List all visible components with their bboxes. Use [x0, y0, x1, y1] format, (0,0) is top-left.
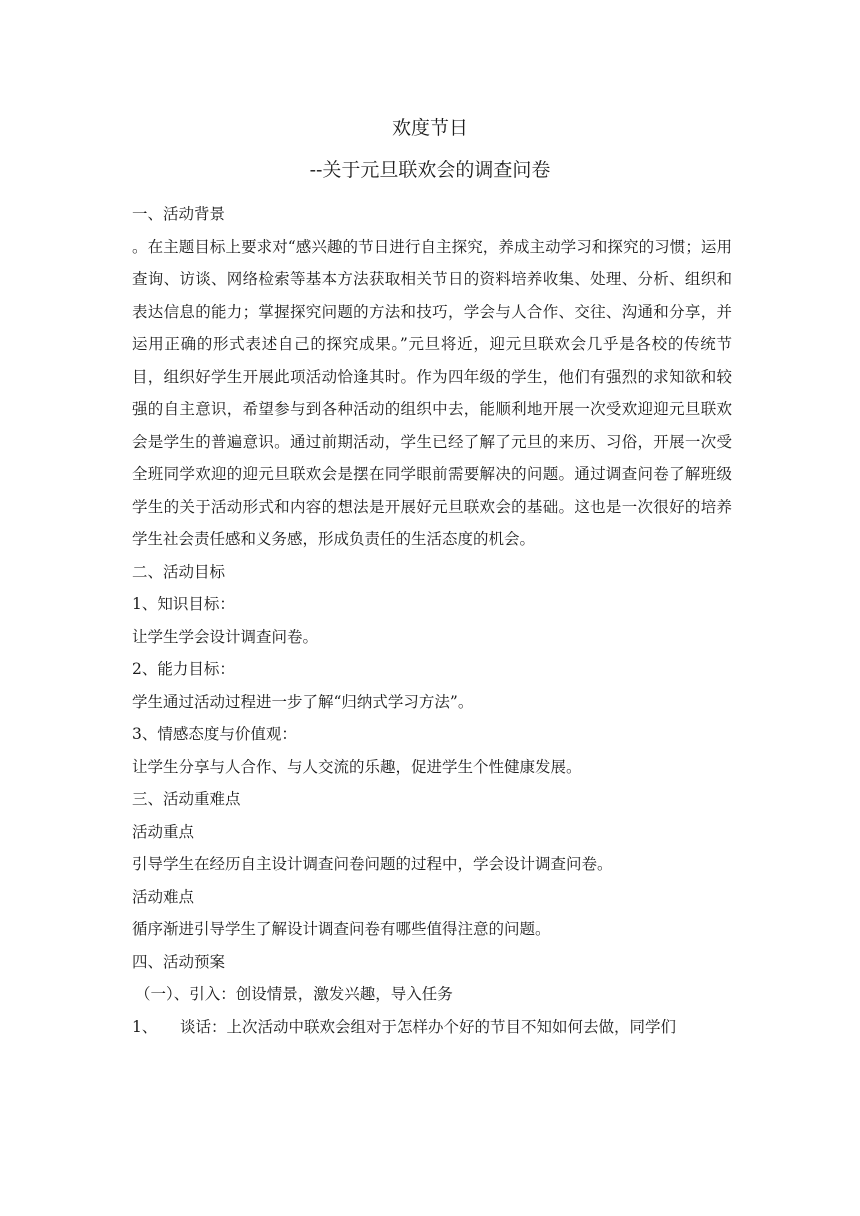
document-title: 欢度节日 [391, 117, 468, 139]
key-point-text: 引导学生在经历自主设计调查问卷问题的过程中，学会设计调查问卷。 [132, 855, 613, 873]
goal-emotion-text: 让学生分享与人合作、与人交流的乐趣，促进学生个性健康发展。 [132, 757, 582, 776]
plan-list-item [132, 1011, 732, 1044]
goal-knowledge-heading: 1、知识目标： [132, 595, 235, 613]
document-subtitle: --关于元旦联欢会的调查问卷 [309, 159, 551, 181]
goal-ability-text: 学生通过活动过程进一步了解“归纳式学习方法”。 [132, 692, 474, 711]
goal-knowledge-text: 让学生学会设计调查问卷。 [132, 627, 319, 646]
section-heading-plan: 四、活动预案 [132, 952, 226, 971]
goal-emotion-heading: 3、情感态度与价值观： [132, 725, 297, 743]
plan-step-intro: （一）、引入：创设情景，激发兴趣，导入任务 [135, 985, 453, 1003]
goal-ability-heading: 2、能力目标： [132, 660, 235, 678]
list-item-text: 谈话：上次活动中联欢会组对于怎样办个好的节目不知如何去做，同学们 [180, 1017, 677, 1036]
section-heading-key-points: 三、活动重难点 [132, 790, 241, 808]
background-paragraph: 。在主题目标上要求对“感兴趣的节日进行自主探究，养成主动学习和探究的习惯；运用查询、访谈、网络检索等基本方法获取相关节日的资料培养收集、处理、分析、组织和表达信息的能力；掌握探究问题的方法和技巧，学会与人合作、交往、沟通和分享，并运用正确的形式表述自己的探究成果。”元旦将近，迎元旦联欢会几乎是各校的传统节目，组织好学生开展此项活动恰逢其时。作为四年级的学生，他们有强烈的求知欲和较强的自主意识，希望参与到各种活动的组织中去，能顺利地开展一次受欢迎迎元旦联欢会是学生的普遍意识。通过前期活动，学生已经了解了元旦的来历、习俗，开展一次受全班同学欢迎的迎元旦联欢会是摆在同学眼前需要解决的问题。通过调查问卷了解班级学生的关于活动形式和内容的想法是开展好元旦联欢会的基础。这也是一次很好的培养学生社会责任感和义务感，形成负责任的生活态度的机会。 [132, 237, 732, 548]
section-heading-goals: 二、活动目标 [132, 562, 226, 581]
difficulty-label: 活动难点 [132, 887, 195, 906]
key-point-label: 活动重点 [132, 822, 195, 841]
document-body [132, 198, 732, 1043]
difficulty-text: 循序渐进引导学生了解设计调查问卷有哪些值得注意的问题。 [132, 920, 551, 938]
list-item-number: 1、 [132, 1017, 158, 1036]
section-heading-background: 一、活动背景 [132, 205, 226, 223]
